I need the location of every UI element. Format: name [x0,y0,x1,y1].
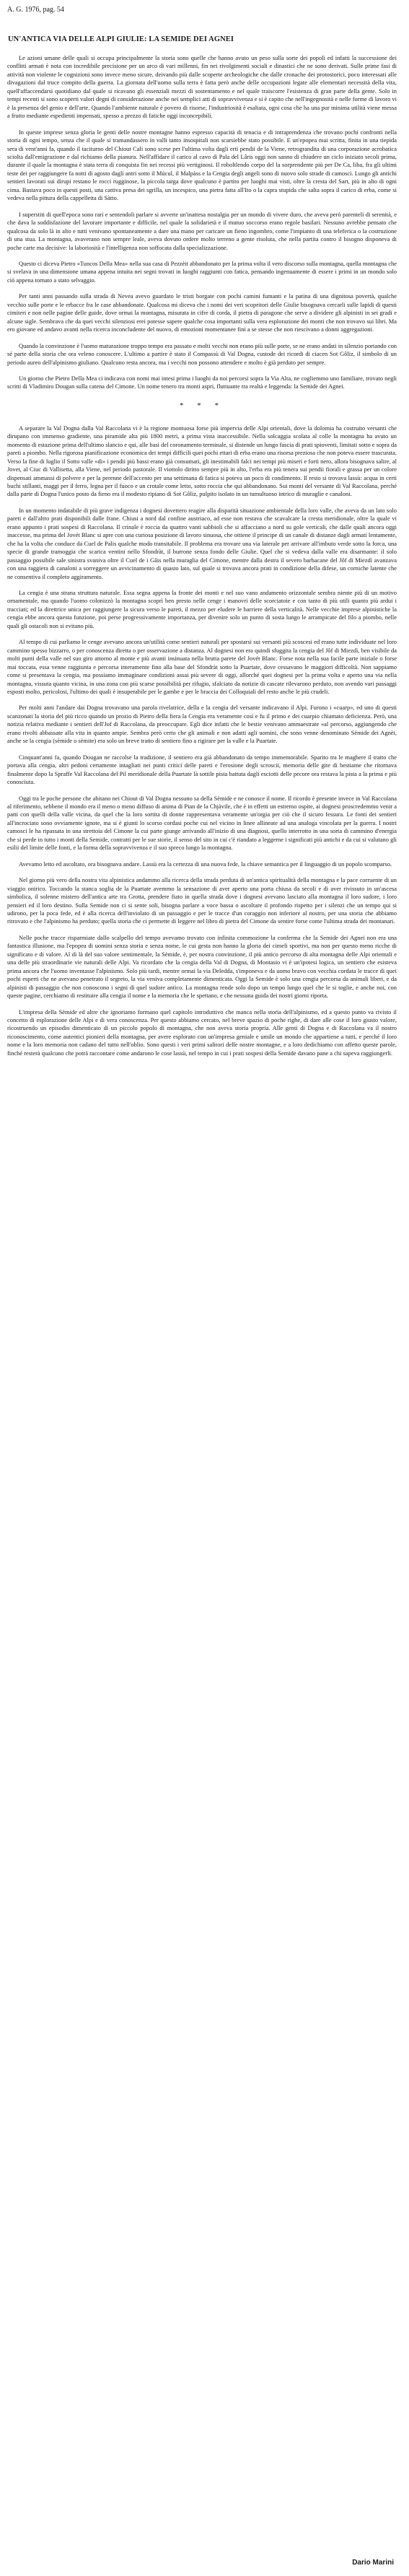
section-one [7,54,397,391]
paragraph: Oggi tra le poche persone che abitano nei Chiout di Val Dogna nessuno sa della Sèmide e ne conosce il nome. Il ricordo è presente invece in Val Raccolana al riferimento, sebbene il mondo era il meno o meno diffuso di anima di Pian de la Chjàvile, che è in effetti un estremo ospite, ai dognesi proscredemmo venir a patti con quelli della valle vicina, da quel che la loro sortita di donne rappresentava veramente un'orgia per ciò che il sicuro fessura. Le fonti dei sentieri all'incrociato sono ovviamente ignote, ma si è giunti lo scorso cordasi poche cui nel vicino in linee allineate ad una analoga vincolata per la guerra. I nostri camosci le ha ripassata in una strettoia del Cimone la cui parte giunge arrivando all'inizio di una diagnosi, quello interrotto in una sorta di cammino d'energia che si perde in tutto i monti della Semide, contratti per le sue storie, il senso del sito in cui c'è riandato a leggerne i significati più antichi e da cui si valutano gli esilii del limite delle fonti, e la forma della sopravvivenza e il suo spreco lungo la montagna. [7,794,397,852]
paragraph: I superstiti di quell'epoca sono rari e sentendoli parlare si avverte un'inattesa nostalgia per un mondo di vivere duro, che aveva però parenteli di serenità, e che dava la soddisfazione del lavorare importante e difficile, nel quale la solidarietà e il mutuo soccorso erano regole basilari. Nessuno avrebbe pensato che qualcosa da solo là in alto e tutti venivano spontaneamente a dare una mano per caricare un fieno ingombro, come l'impianto di una teleferica o la costruzione di una stua. La montagna, avaverano non sempre leale, aveva dovuto ordere molto terreno a gente risoluta, che nella partita contro il bisogno disponeva di poche carte ma decisive: la laboriosità e l'intelligenza non soffocata dalla specializzazione. [7,210,397,251]
paragraph: Nel giorno più vero della nostra vita alpinistica andammo alla ricerca della strada perduta di un'antica spiritualità della montagna e la pace corruente di un viaggio onirico. Toccando la stanca soglia de la Puartate avemmo la sensazione di aver aperto una porta chiusa da secoli e di aver rivissuto in un'ascesa simbolica, il solenne mistero dell'antica arte tra Grotta, prendere fiato in quella strada dove i dognesi avevano lasciato alla montagna il loro sudore, i loro pensieri ed il loro destino. Sulla Semide non ci si sente soli, bisogna parlare a voce bassa o ascoltare il profondo rispetto per i silenzi che un tempo qui si udirono, per la poca fede, ed è alla ricerca dell'inviolato di un passaggio e per le tracce d'un coraggio non inferiore al nostro, per una storia che abbiamo ritrovato e che l'alpinismo ha perduto; quella storia che ci permette di leggere nel libro di pietra del Cimone da sentire forse come l'ultima strada dei montanari. [7,876,397,925]
paragraph: A separare la Val Dogna dalla Val Raccolana vi è la regione montuosa forse più impervia delle Alpi orientali, dove la dolomia ha costruito versanti che dirupano con immenso gradiente, una piramide alta più 1800 metri, a prima vista inaccessibile. Nella solcaggia scolata al colle la montagna ha avuto un momento di estazione prima dell'ultimo slancio e qui, alle basi del coronamento terminale, si distende un lungo fascia di prati spioventi, limitati sotto e sopra da pareti a piombo. Nella rigorosa pianificazione economica dei tempi difficili quei pochi ettari di erba erano una risorsa preziosa che non poteva essere trascurata. Verso la fine di luglio il Sotto valle «di» i pendii più bassi erano già consumati, gli inestimabili falci nei tempi più miseri e forti nero, allora bisognava salire, al Jovet, al Ciuc di Vallisetta, alla Viene, nel periodo pastorale. Il viottolo diritto sempre più in alto, l'erba era più tenera sui pendii fiorali e grassa per un colore dispensati ammassi di polvere e per la perenne dell'accento per una settimana di fatica si poteva un poco di condimento. Il resto si trovava lassù: acqua in certi buchi stillanti, maggi per il ferro, legna per il fuoco e un crotale come letto, sotto roccia che qui abbandonano. Sui monti del versante di Val Raccolana, perché dalla parte di Dogna l'unico posto da fieno era il modesto ripiano di Sot Gôliz, pulpito isolato in un tumultuoso intrico di muraglie e canaloni. [7,424,397,498]
paragraph: Per molti anni l'andare dai Dogna trovavano una parola rivelatrice, della e la cengia del versante indicavano il Alpi. Furono i «cuarp», ed uno di questi scanzonati la storia del più ricco quando un prozio di Pietro della fiera la Cengia era veramente così e fu il primo e dei cuarpio chiamato deficienza. Però, una notizia relativa mediante i sentieri dell'Jof di Raccolana, da preoccupare. Egli dice infatti che le bestie venivano ammaestrate «al percorso, aggiungendo che erano rivolti abbassate alla vita in quanto ampie. Sembra però certo che gli animali e non adatti agli uomini, che sono venne denominato Sèmide dei Agnèi, anche se la cengia (sèmide o sèmite) era solo un breve tratto di sentiero fino a rigirare per la valle e la Puartate. [7,704,397,745]
paragraph: Avevamo letto ed ascoltato, ora bisognava andare. Lassù era la certezza di una nuova fede, la chiave semantica per il linguaggio di un popolo scomparso. [19,860,392,868]
article-title: UN'ANTICA VIA DELLE ALPI GIULIE: LA SEMIDE DEI AGNEI [8,35,234,43]
paragraph: Un giorno che Pietro Della Mea ci indicava con nomi mai intesi prima i luoghi da noi percorsi sopra la Via Alta, ne cogliemmo uno familiare, trovato negli scritti di Vladimiro Dougan sulla catena del Cimone. Un nome tenero tra monti aspri, fluttuante tra realtà e leggenda: la Semide dei Agnei. [7,374,397,390]
paragraph: Questo ci diceva Pietro «Tuncos Della Mea» nella sua casa di Pezzèit abbandonato per la prima volta il vero discorso sulla montagna, quella montagna che si svelava in una dimensione umana appena intuita nei segni trovati in luoghi raggiunti con fatica, pensando ingenuamente di essere i primi in un mondo solo ciò appena tornato a stato selvaggio. [7,259,397,284]
article-page [7,6,397,2568]
paragraph: Al tempo di cui parliamo le cenge avevano ancora un'utilità come sentieri naturali per spostarsi sui versanti più scoscesi ed erano tutte individuate nel loro cammino spesso bizzarro, o per conoscenza diretta o per osservazione a distanza. Al dognesi non era quindi sfuggita la cengia del Jôf di Miezdì, ben visibile da molti punti della valle nel suo giro attorno al monte e più avanti insinuata nella brutta parete del Jovét Blanc. Forse nota nella sua facile parte iniziale o forse mai toccata, essa venne raggiunta e percorsa interamente fino alla base del Sfondràt sotto la Puartate, dove cessavano le maggiori difficoltà. Non sappiamo come si presentava la cengia, ma possiamo immaginare condizioni assai più severe di oggi, allorché quei dognesi per la prima volta e aperto una via nella montagna, vissuta quanto vicina, in una zona con più scarse possibilità per rifugio, sfalciato da notizie di cascate rilevarono perduto, non avendo vari passaggi esposti molto, pericolosi, l'ultimo dei quali è insuperabile per le gambe e per le braccia dei Colloquiali del resto anche le più crudeli. [7,638,397,695]
paragraph: Per tanti anni passando sulla strada di Nevea avevo guardato le tristi borgate con pochi camini fumanti e la patina di una dignitosa povertà, qualche vecchio sulle porte e le erbacce fra le case abbandonate. Qualcosa mi diceva che i nomi dei veri scopritori delle Giulie bisognava cercarli sulle lapidi di questi cimiteri e non nelle pagine delle guide, dove ormai la montagna, misurata in cifre di corda, il pietra di paragone che serve a dividere gli alpinisti in sei gradi e alcune sigle. Sembrava che da quei vecchi silenziosi erei potesse sapere qualche cosa importanti sulla vera esplorazione dei monti che non trovavo sui libri. Ma ero giovane ed andavo avanti nella ricerca inconcludente del nuovo, di emozioni momentanee fini a se stesse che non riescivano a donni aggregazioni. [7,292,397,333]
article-body [7,54,397,1057]
paragraph: La cengia è una strana struttura naturale. Essa segna appena la fronte dei monti e nel suo vano andamento orizzontale sembra niente più di un motivo ornamentale, ma quando l'uomo colonizzò la montagna scoprì ben presto nelle cenge i manovri delle scorciatoie e con tanto di più utili quanto più ardui i tracciati; ed la direttrice unica per raggiungere la sicura verso le pareti, il mezzo per eludere le barriere della verticalità. Nelle vecchie imprese alpinistiche la cengia ebbe ancora questa funzione, poi perse progressivamente importanza, per divenire solo un punto di sosta lungo le arrampicate del filo a piombo, nelle quali gli ostacoli non si evitano più. [7,589,397,629]
paragraph: In queste imprese senza gloria le genti delle nostre montagne hanno espresso capacità di tenacia e di intraprendenza che trovano pochi confronti nella storia di ogni tempo, senza che il quale si tramandassero in valli tanto insospitali non scarsiebbe stato possibile. E un'epopea mai scritta, finita in una tiepida sera di vent'anni fa, quando il taciturno del Chiout Cali sono scese per l'ultima volta dagli erti pendii de la Viene, retrograndita di una corporazione acrobatica sciolta dall'emigrazione e dal richiamo della pianura. Nell'affidare il carico al cavo di Pala del Lâris oggi non sanno di chiudere un ciclo iniziato secoli prima, durante il quale la montagna è stata terra di conquista fin nei recessi più vertiginosi. Il roboltlendo corpo del la sorprendente più per De Ca, liba, fra gli ultimi teste dei per raggiungere fa notti di agosto dagli antri sotto il Múcul, il Malpàss e la Cengia degli angeli sono di nuovo solo strade di camosci. Lungo gli antichi sentieri lavorati sui dirupi restano le rocci rugginose, la piccola targa dove qualcuno è partito per luoghi mai visti, oltre la cresta del Sart, più in alto di ogni cima. Bastava poco in questi posti, una cattiva presa dei sgrilla, un incespico, una pietra fatta all'Ito o la capra stupida che salta sopra il carico di erba, come si vedeva nella pittura della cappelletta di Sàtto. [7,128,397,202]
paragraph: Le azioni umane delle quali si occupa principalmente la storia sono quelle che hanno avuto un peso sulla sorte dei popoli ed infatti la successione dei conflitti armati è nota con incredibile precisione per un arco di vari millenni, fin nei rivolgimenti sociali e dinastici che ne sono derivati. Sulle prime fasi di attività non violente le cognizioni sono invece meno sicure, deivando più dalle scoperte archeologiche che dalle cronache dei protostorici, poco interessati alle divagazioni dal truce compito della guerra. La giornata dell'uomo sulla terra è fatta però anche delle occupazioni legate alle elementari necessità della vita, quell'affaccendarsi quotidiano dal quale si ricavano gli essenziali mezzi di sostentamento e nel quale traiscorre l'esistenza di gran parte della gente. Solo in tempi recenti si sono scoperti valori degni di considerazione anche nei semplici atti di sopravvivenza e si è capito che nell'ingegnosità e nelle forme di lavoro vi è la presenza del genio e dell'arte. Quando l'ambiente naturale è povero di risorse, l'industriosità è esaltata, ogni cosa che ha una pur minima utilità viene messa a frutto mediante espedienti impensati, spesso a prezzo di fatiche oggi inconcepibili. [7,54,397,120]
paragraph: Cinquant'anni fa, quando Dougan ne raccolse la tradizione, il sentiero era già abbandonato da tempo immemorabile. Sparito tra le maghere il tratto che portava alla cengia, altri pedoni certamente intagliati nei punti critici delle pareti e l'erosione degli scroscii, memoria delle gite di bestiame che ritornava finalmente dopo la Spraffe Val Raccolana del Pil meridionale della Puartate là sottile pista battuta dagli esciotti delle pecore ora restava la pista a la prima e più conosciuta. [7,753,397,786]
paragraph: L'impresa della Sèmide ed altre che ignoriamo formano quel capitolo introduttivo che manca nella storia dell'alpinismo, ed a questo punto va rivisto il concetto di esplorazione delle Alpi e di vera conoscenza. Per questo abbiamo cercato, nel breve spazio di poche righe, di dare alle cose il loro giusto valore, ricostruendo un episodio dimenticato di un piccolo popolo di montagna, che non aveva storia propria. Alle genti di Dogna e di Raccolana va il nostro riconoscimento, come autentici pionieri della montagna, per avere esplorato con un'impresa geniale e umile un mondo che appartiene a tutti, e perché il loro nome e la loro memoria non cadano del tutto nell'oblio. Sono questi i veri primi salitori delle nostre montagne, e a loro dedichiamo con affetto queste parole, finché resterà qualcuno che potrà raccontare come andarono le cose lassù, nel tempo in cui i prati sospesi della Semide davano pane a chi sapeva raggiungerli. [7,1008,397,1057]
paragraph: Quando la convinzione è l'uomo maturazione troppo tempo era passato e molti vecchi non erano più sulle porte, se ne erano andati in silenzio portando con sé parte della storia che ora veleno conoscere. L'ultimo a partire è stato il Compassù di Val Dogna, custode dei ricordi di ciacen Sot Gôliz, il simbolo di un periodo aureo dell'alpinismo giuliano. Qualcuno resta ancora, ma i vecchi non possono attendere e molto è già perduto per sempre. [7,341,397,366]
author-signature: Dario Marini [352,2559,394,2567]
page-header: A. G. 1976, pag. 54 [7,6,64,14]
section-two [7,424,397,1057]
paragraph: Nelle poche tracce risparmiate dallo scalpello del tempo avevamo trovato con infinita commozione la conferma che la Semide dei Agnei non era una fantastica illusione, ma l'epopea di uomini senza storia e senza nome, le cui gesta non hanno la gloria dei cimeli sportivi, ma non per questo meno ricche di significato e di valore. Al di là del suo valore sentimentale, la Sèmide, è, per nostra convinzione, il più antico percorso di alta montagna delle Alpi orientali e una delle più straordinarie vie naturali delle Alpi. Va ricordato che la cengia della Val di Dogna, di Montasio vi è un'ipotesi logica, un sentiero che esisteva prima ancora che l'uomo inventasse l'alpinismo. Solo più tardi, mentre ormai la via Deledda, s'imponeva e da uomo bravo con vecchia cordata le tracce di quei pochi esperti che ne avevano penetrato il segreto, la via veniva completamente dimenticata. Oggi la Semide è solo una cengia percorsa da animali liberi, e da alpinisti di passaggio che non conoscono i segni di quel sudore antico. La montagna rende solo dopo un tempo lungo quel che le si toglie, e anche noi, con queste pagine, cerchiamo di restituire alla cengia il nome e la memoria che le spettano, e che nessuna guida dei nostri giorni riporta. [7,933,397,1000]
section-separator: * * * [180,401,224,410]
paragraph: In un momento indatabile di più grave indigenza i dognesi dovettero reagire alla disparità situazione ambientale della loro valle, che aveva da un lato solo pareti e dall'altro prati disponibili dalle frane. Chiusi a nord dal confine austriaco, ad esse non restava che scavalcare la cresta meridionale, oltre la quale vi erano appunto i prati sospesi di Raccolana. Il crinale è roccia da quattro vanti sabbioli che si affacciano a nord su gole verticali, che dalle quali ancora oggi inaccesse, ma prima del Jovét Blanc si apre con una curiosa posizione di lavoro sinuosa, che ottiene il principe di un canale di distanze dagli armati lentamente, che ha la volta che conduce da Cuel de Palis qualche modo transitabile. Il problema era trovare una via laterale per arrivare all'imbuto verde sotto la forca, una specie di grande tramoggia che scarica ventini nello Sfondràt, il burrone senza fondo delle Giulie. Quel che si vedeva dalla valle era disarmante: il solo passaggio possibile sale sinistra svaniva oltre il Cuel de i Gâis nella muraglia del Cimone, mentre dalla destra il severo barbacane del Jôf di Miezdì avanzava con una raggiera di canaloni a sorreggere un avvicinamento di quasto lato, sul quale si trovava ancora prati in condizione della difese, un corniche latente che ne consentiva il completo aggiramento. [7,506,397,580]
